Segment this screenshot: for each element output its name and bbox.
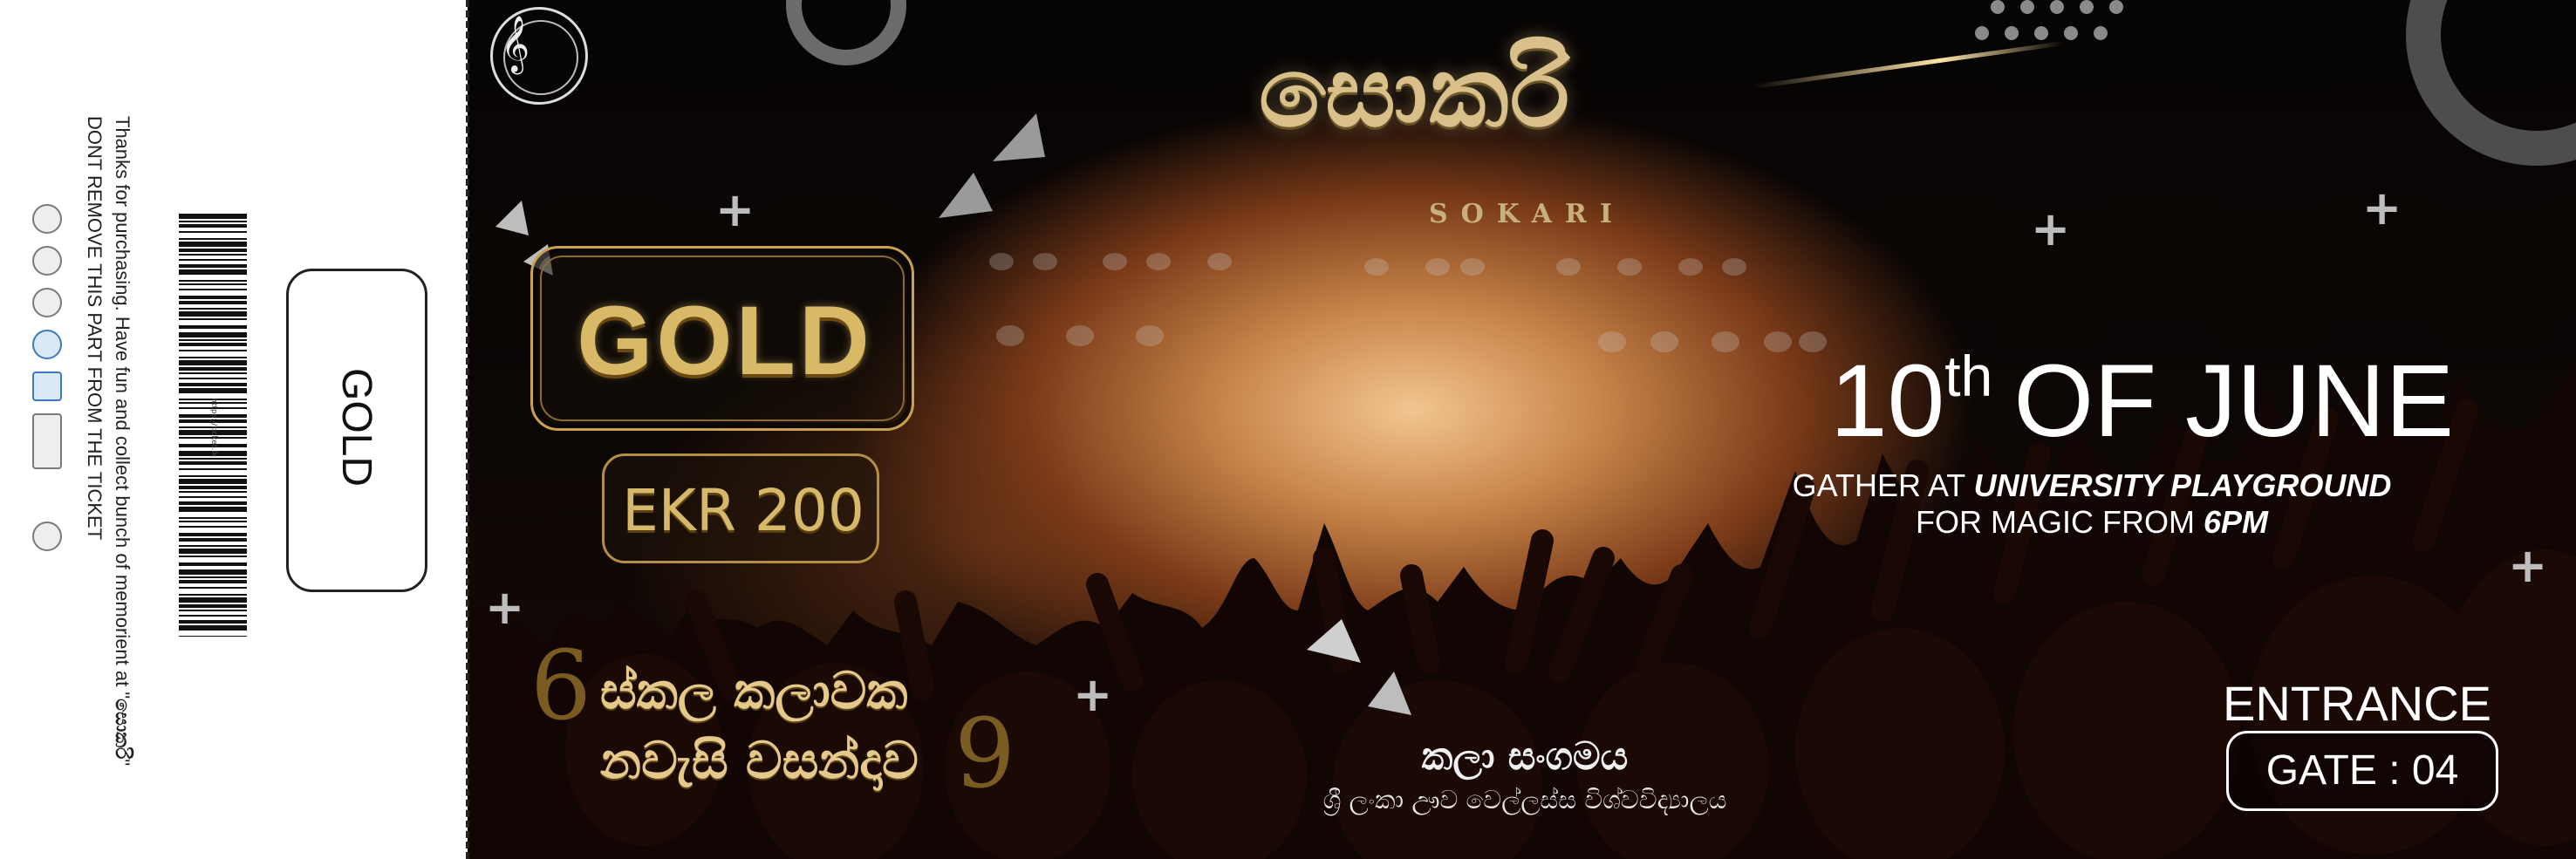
barcode-bar [179,343,247,346]
barcode-bar [179,521,247,522]
barcode-bar [179,604,247,608]
plus-decor: + [485,580,525,635]
barcode-bar [179,311,247,317]
barcode-bar [179,636,247,637]
ieee-logo [32,372,62,401]
university-name: ශ්‍රී ලංකා ඌව වෙල්ලස්ස විශ්වවිද්‍යාලය [1322,785,1727,815]
ticket-main [469,0,2576,859]
green-campus-logo [32,330,62,359]
date-month: OF JUNE [2013,344,2455,459]
date-day: 10 [1830,344,1945,459]
plus-decor: + [715,182,755,237]
slogan-line-1: ස්කල කලාවක [600,661,908,720]
barcode-bar [179,242,247,247]
venue-line [1734,467,2450,504]
barcode-bar [179,597,247,603]
barcode-bar [179,562,247,566]
barcode-bar [179,538,247,542]
plus-decor: + [2031,201,2071,256]
barcode-bar [179,625,247,631]
barcode-bar [179,533,247,536]
barcode-bar [179,264,247,268]
time-line [1734,504,2450,541]
date-suffix: th [1944,343,1993,408]
time-prefix: FOR MAGIC FROM [1915,504,2204,540]
barcode-bar [179,496,247,498]
rotaract-logo [32,522,62,551]
barcode-bar [179,610,247,611]
barcode-bar [179,231,247,233]
barcode-bar [179,296,247,299]
event-time: 6PM [2203,504,2268,540]
close-quote-decor: 9 [954,698,1015,809]
barcode-bar [179,325,247,329]
barcode-bar [179,214,247,219]
barcode-bar [179,620,247,624]
barcode-bar [179,507,247,512]
price-box [602,453,879,563]
barcode-bar [179,301,247,304]
barcode-bar [179,615,247,617]
venue-prefix: GATHER AT [1792,467,1974,503]
barcode-bar [179,501,247,505]
leo-logo [32,246,62,276]
thanks-text: Thanks for purchasing. Have fun and collect bunch of memorient at " [112,116,133,699]
barcode-bar [179,594,247,596]
thanks-event-name: සොකරි [112,699,133,760]
barcode-bar [179,249,247,252]
plus-decor: + [2508,538,2548,593]
stub-tier-label: GOLD [333,367,379,487]
barcode-bar [179,238,247,240]
barcode-bar [179,576,247,578]
entrance-label: ENTRANCE [2223,676,2492,731]
price-label: EKR 200 [622,477,864,544]
thanks-end: " [112,759,133,767]
uva-wellassa-logo [32,204,62,234]
barcode-bar [179,549,247,554]
perforation-line [466,0,469,859]
event-date [1830,342,2454,460]
slogan-line-2: නවැසි වසන්දාව [600,731,919,790]
barcode-bar [179,526,247,528]
barcode-bar [179,308,247,310]
barcode-bar [179,545,247,547]
barcode-bar [179,269,247,275]
barcode-bar [179,224,247,228]
stub-notice: DONT REMOVE THIS PART FROM THE TICKET [84,116,106,541]
organizer-name: කලා සංගමය [1421,734,1629,779]
barcode-bar [179,556,247,557]
tier-label: GOLD [577,286,873,395]
sponsor-logos [30,204,65,631]
plus-decor: + [2362,181,2402,235]
barcode-bar [179,580,247,583]
barcode-bar [179,283,247,285]
barcode-bar [179,517,247,519]
treble-clef-icon: 𝄞 [501,16,530,72]
barcode-bar [179,280,247,282]
barcode-bar [179,221,247,222]
ieee-wie-logo [32,413,62,469]
barcode-bar [179,289,247,290]
stub-thanks-text [111,116,133,767]
gate-box [2226,731,2498,811]
open-quote-decor: 6 [530,630,591,741]
event-title-sinhala: සොකරි [1259,35,1572,149]
barcode-caption: https://ticket.lk [209,398,218,457]
event-title-latin: SOKARI [1429,199,1625,229]
gate-label: GATE : 04 [2265,747,2459,794]
barcode-bar [179,254,247,256]
barcode-bar [179,318,247,320]
barcode-bar [179,357,247,358]
venue-name: UNIVERSITY PLAYGROUND [1973,467,2392,503]
barcode-bar [179,339,247,341]
ticket-stub [0,0,468,859]
barcode-bar [179,259,247,261]
university-crest-logo [32,288,62,317]
barcode-bar [179,350,247,351]
barcode-bar [179,569,247,575]
barcode-bar [179,587,247,589]
barcode-bar [179,332,247,337]
tier-box [530,246,914,431]
plus-decor: + [1073,667,1113,722]
